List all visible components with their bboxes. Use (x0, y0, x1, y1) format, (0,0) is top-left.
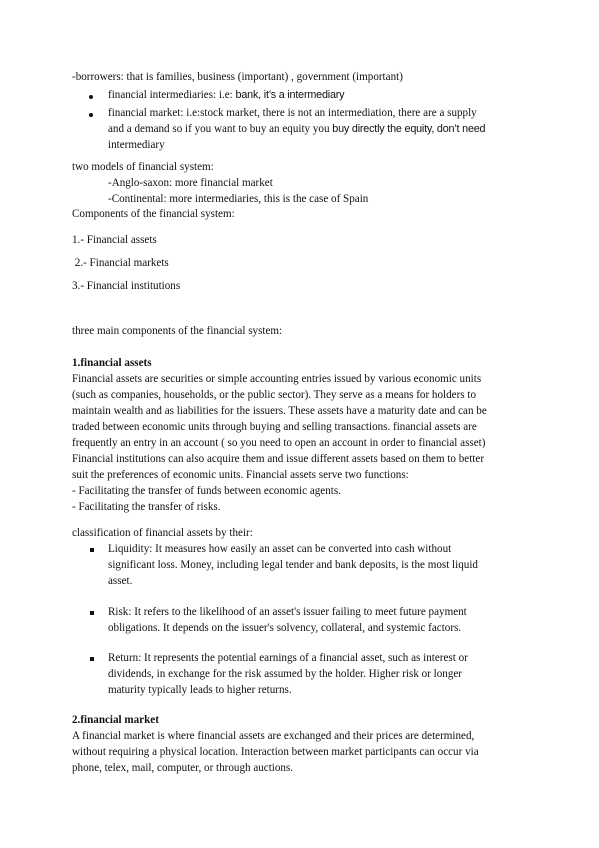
market-line-1: financial market: i.e:stock market, there is not an intermediation, there are a supply (108, 107, 477, 119)
market-paragraph-line: phone, telex, mail, computer, or through auctions. (72, 762, 294, 774)
bullet-square-icon (90, 611, 94, 615)
classification-heading: classification of financial assets by their: (72, 527, 253, 539)
section-title-market: 2.financial market (72, 714, 159, 726)
model-anglo: -Anglo-saxon: more financial market (108, 177, 273, 189)
assets-paragraph-line: - Facilitating the transfer of risks. (72, 501, 221, 513)
component-item: 3.- Financial institutions (72, 280, 181, 292)
assets-paragraph-line: Financial institutions can also acquire them and issue different assets based on them to better (72, 453, 485, 465)
intermediaries-line (108, 88, 344, 104)
intermediaries-note: bank, it’s a intermediary (235, 89, 345, 101)
intermediaries-text: financial intermediaries: i.e: (108, 89, 236, 101)
liquidity-line: asset. (108, 575, 133, 587)
return-line: Return: It represents the potential earnings of a financial asset, such as interest or (108, 652, 468, 664)
return-line: dividends, in exchange for the risk assumed by the holder. Higher risk or longer (108, 668, 462, 680)
market-paragraph-line: A financial market is where financial assets are exchanged and their prices are determined, (72, 730, 475, 742)
liquidity-line: Liquidity: It measures how easily an asset can be converted into cash without (108, 543, 452, 555)
models-heading: two models of financial system: (72, 161, 214, 173)
assets-paragraph-line: traded between economic units through buying and selling transactions. financial assets are (72, 421, 477, 433)
model-continental: -Continental: more intermediaries, this is the case of Spain (108, 193, 369, 205)
assets-paragraph-line: Financial assets are securities or simple accounting entries issued by various economic units (72, 373, 482, 385)
bullet-dot-icon (89, 113, 93, 117)
return-line: maturity typically leads to higher returns. (108, 684, 292, 696)
market-note: buy directly the equity, don’t need (332, 123, 486, 135)
assets-paragraph-line: - Facilitating the transfer of funds between economic agents. (72, 485, 341, 497)
components-heading: Components of the financial system: (72, 208, 235, 220)
component-item: 2.- Financial markets (72, 257, 169, 269)
market-paragraph-line: without requiring a physical location. Interaction between market participants can occur via (72, 746, 479, 758)
borrowers-line: -borrowers: that is families, business (important) , government (important) (72, 71, 403, 83)
risk-line: obligations. It depends on the issuer's solvency, collateral, and systemic factors. (108, 622, 462, 634)
liquidity-line: significant loss. Money, including legal tender and bank deposits, is the most liquid (108, 559, 478, 571)
assets-paragraph-line: (such as companies, households, or the public sector). They serve as a means for holders to (72, 389, 476, 401)
assets-paragraph-line: maintain wealth and as liabilities for the issuers. These assets have a maturity date and can be (72, 405, 487, 417)
component-item: 1.- Financial assets (72, 234, 157, 246)
market-text: and a demand so if you want to buy an equity you (108, 123, 333, 135)
main-components-heading: three main components of the financial system: (72, 325, 283, 337)
market-line-3: intermediary (108, 139, 165, 151)
bullet-square-icon (90, 548, 94, 552)
bullet-square-icon (90, 657, 94, 661)
risk-line: Risk: It refers to the likelihood of an asset's issuer failing to meet future payment (108, 606, 467, 618)
bullet-dot-icon (89, 95, 93, 99)
assets-paragraph-line: suit the preferences of economic units. Financial assets serve two functions: (72, 469, 409, 481)
assets-paragraph-line: frequently an entry in an account ( so you need to open an account in order to financial asset) (72, 437, 486, 449)
section-title-assets: 1.financial assets (72, 357, 152, 369)
market-line-2 (108, 122, 485, 138)
